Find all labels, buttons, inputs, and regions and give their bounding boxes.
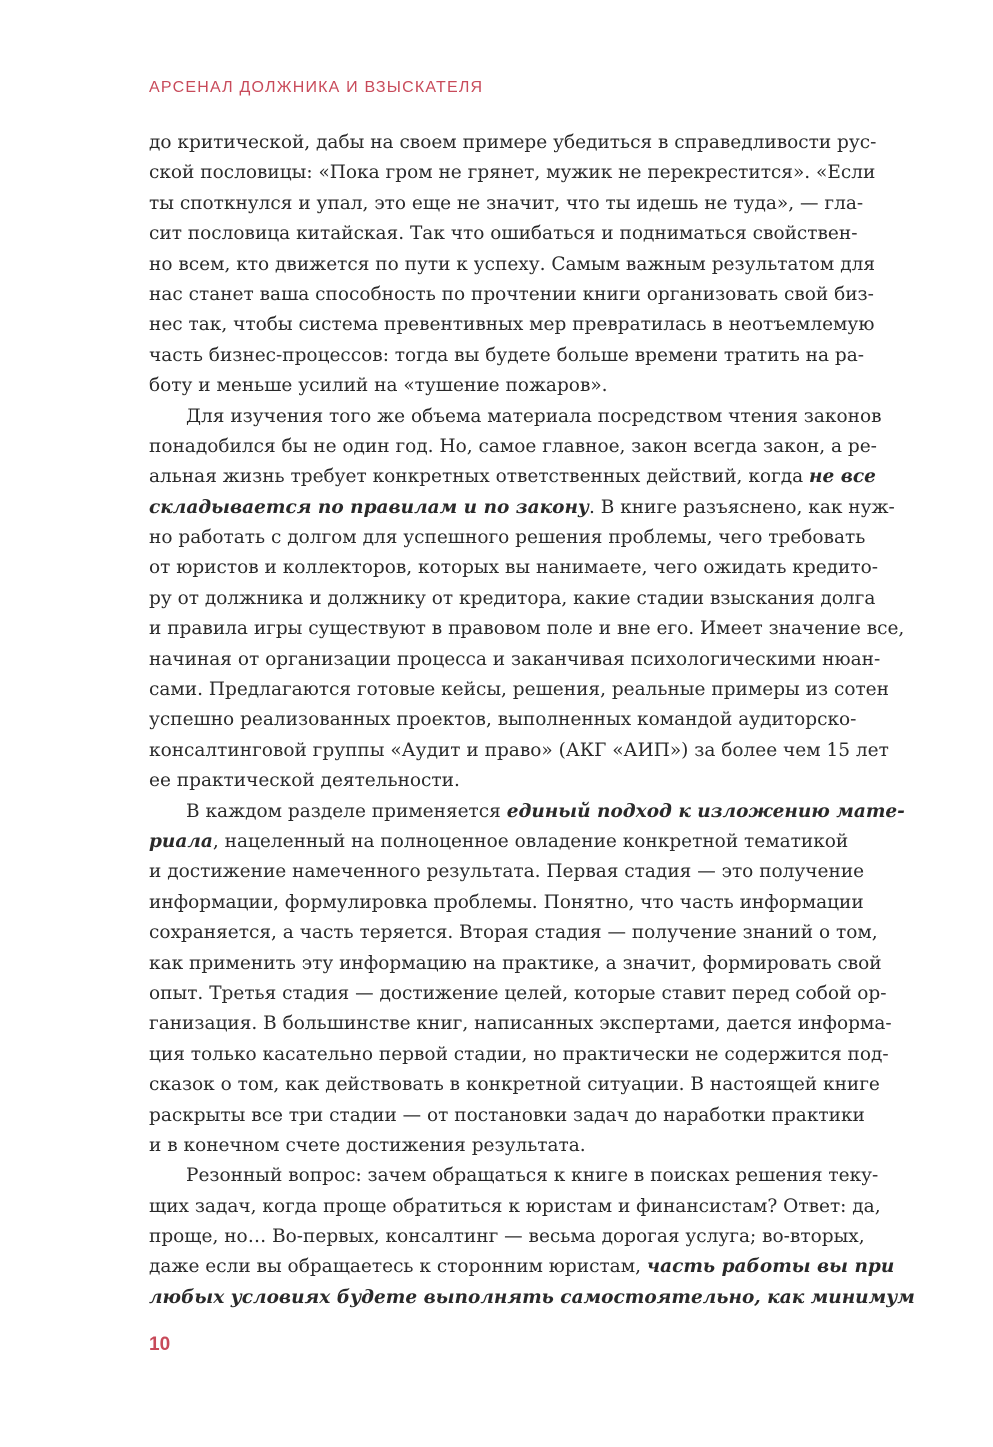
text-line: и достижение намеченного результата. Первая стадия — это получение — [149, 861, 865, 883]
emphasis: любых условиях будете выполнять самостоятельно, как минимум — [149, 1286, 915, 1308]
body-text — [149, 128, 915, 1313]
page-number: 10 — [149, 1334, 171, 1355]
text-line: ее практической деятельности. — [149, 770, 460, 792]
text-line: щих задач, когда проще обратиться к юристам и финансистам? Ответ: да, — [149, 1195, 881, 1217]
text-line: часть бизнес-процессов: тогда вы будете больше времени тратить на ра- — [149, 344, 865, 366]
text-line: ру от должника и должнику от кредитора, какие стадии взыскания долга — [149, 587, 876, 609]
text-line: нас станет ваша способность по прочтении книги организовать свой биз- — [149, 283, 874, 305]
text-line: информации, формулировка проблемы. Понятно, что часть информации — [149, 891, 864, 913]
text-line: как применить эту информацию на практике, а значит, формировать свой — [149, 952, 882, 974]
text-line: опыт. Третья стадия — достижение целей, которые ставит перед собой ор- — [149, 982, 887, 1004]
text-line: понадобился бы не один год. Но, самое главное, закон всегда закон, а ре- — [149, 435, 877, 457]
text-line: риала, нацеленный на полноценное овладение конкретной тематикой — [149, 830, 849, 852]
running-title: АРСЕНАЛ ДОЛЖНИКА И ВЗЫСКАТЕЛЯ — [149, 79, 484, 96]
text-line: и правила игры существуют в правовом поле и вне его. Имеет значение все, — [149, 618, 905, 640]
text-line: ты споткнулся и упал, это еще не значит, что ты идешь не туда», — гла- — [149, 192, 864, 214]
text-line: ской пословицы: «Пока гром не грянет, мужик не перекрестится». «Если — [149, 162, 876, 184]
emphasis: часть работы вы при — [646, 1256, 895, 1278]
text-line: боту и меньше усилий на «тушение пожаров». — [149, 375, 608, 397]
text-line: Для изучения того же объема материала посредством чтения законов — [186, 405, 882, 427]
text-line: сохраняется, а часть теряется. Вторая стадия — получение знаний о том, — [149, 922, 878, 944]
emphasis: не все — [809, 466, 876, 488]
text-line: сами. Предлагаются готовые кейсы, решения, реальные примеры из сотен — [149, 679, 889, 701]
text-line: консалтинговой группы «Аудит и право» (АКГ «АИП») за более чем 15 лет — [149, 739, 889, 761]
emphasis: складывается по правилам и по закону — [149, 496, 589, 518]
text-line: проще, но… Во-первых, консалтинг — весьма дорогая услуга; во-вторых, — [149, 1226, 865, 1248]
text-line — [149, 1283, 915, 1313]
emphasis: риала — [149, 830, 213, 852]
emphasis: единый подход к изложению мате- — [506, 800, 905, 822]
text-line: В каждом разделе применяется единый подход к изложению мате- — [186, 800, 905, 822]
text-line: и в конечном счете достижения результата. — [149, 1134, 586, 1156]
text-line: альная жизнь требует конкретных ответственных действий, когда не все — [149, 466, 876, 488]
text-line: но всем, кто движется по пути к успеху. Самым важным результатом для — [149, 253, 876, 275]
text-line: но работать с долгом для успешного решения проблемы, чего требовать — [149, 527, 866, 549]
text-line: ция только касательно первой стадии, но практически не содержится под- — [149, 1043, 889, 1065]
text-line: до критической, дабы на своем примере убедиться в справедливости рус- — [149, 132, 877, 153]
text-line: раскрыты все три стадии — от постановки задач до наработки практики — [149, 1104, 865, 1126]
text-line: нес так, чтобы система превентивных мер превратилась в неотъемлемую — [149, 314, 875, 336]
text-line: сит пословица китайская. Так что ошибаться и подниматься свойствен- — [149, 223, 858, 245]
text-line: успешно реализованных проектов, выполненных командой аудиторско- — [149, 709, 857, 731]
text-line: Резонный вопрос: зачем обращаться к книге в поисках решения теку- — [186, 1165, 879, 1187]
text-line: сказок о том, как действовать в конкретной ситуации. В настоящей книге — [149, 1074, 880, 1096]
text-line: даже если вы обращаетесь к сторонним юристам, часть работы вы при — [149, 1256, 895, 1278]
text-line: складывается по правилам и по закону. В книге разъяснено, как нуж- — [149, 496, 895, 518]
text-line: начиная от организации процесса и заканчивая психологическими нюан- — [149, 648, 881, 670]
text-line: ганизация. В большинстве книг, написанных экспертами, дается информа- — [149, 1013, 892, 1035]
text-line: от юристов и коллекторов, которых вы нанимаете, чего ожидать кредито- — [149, 557, 879, 579]
